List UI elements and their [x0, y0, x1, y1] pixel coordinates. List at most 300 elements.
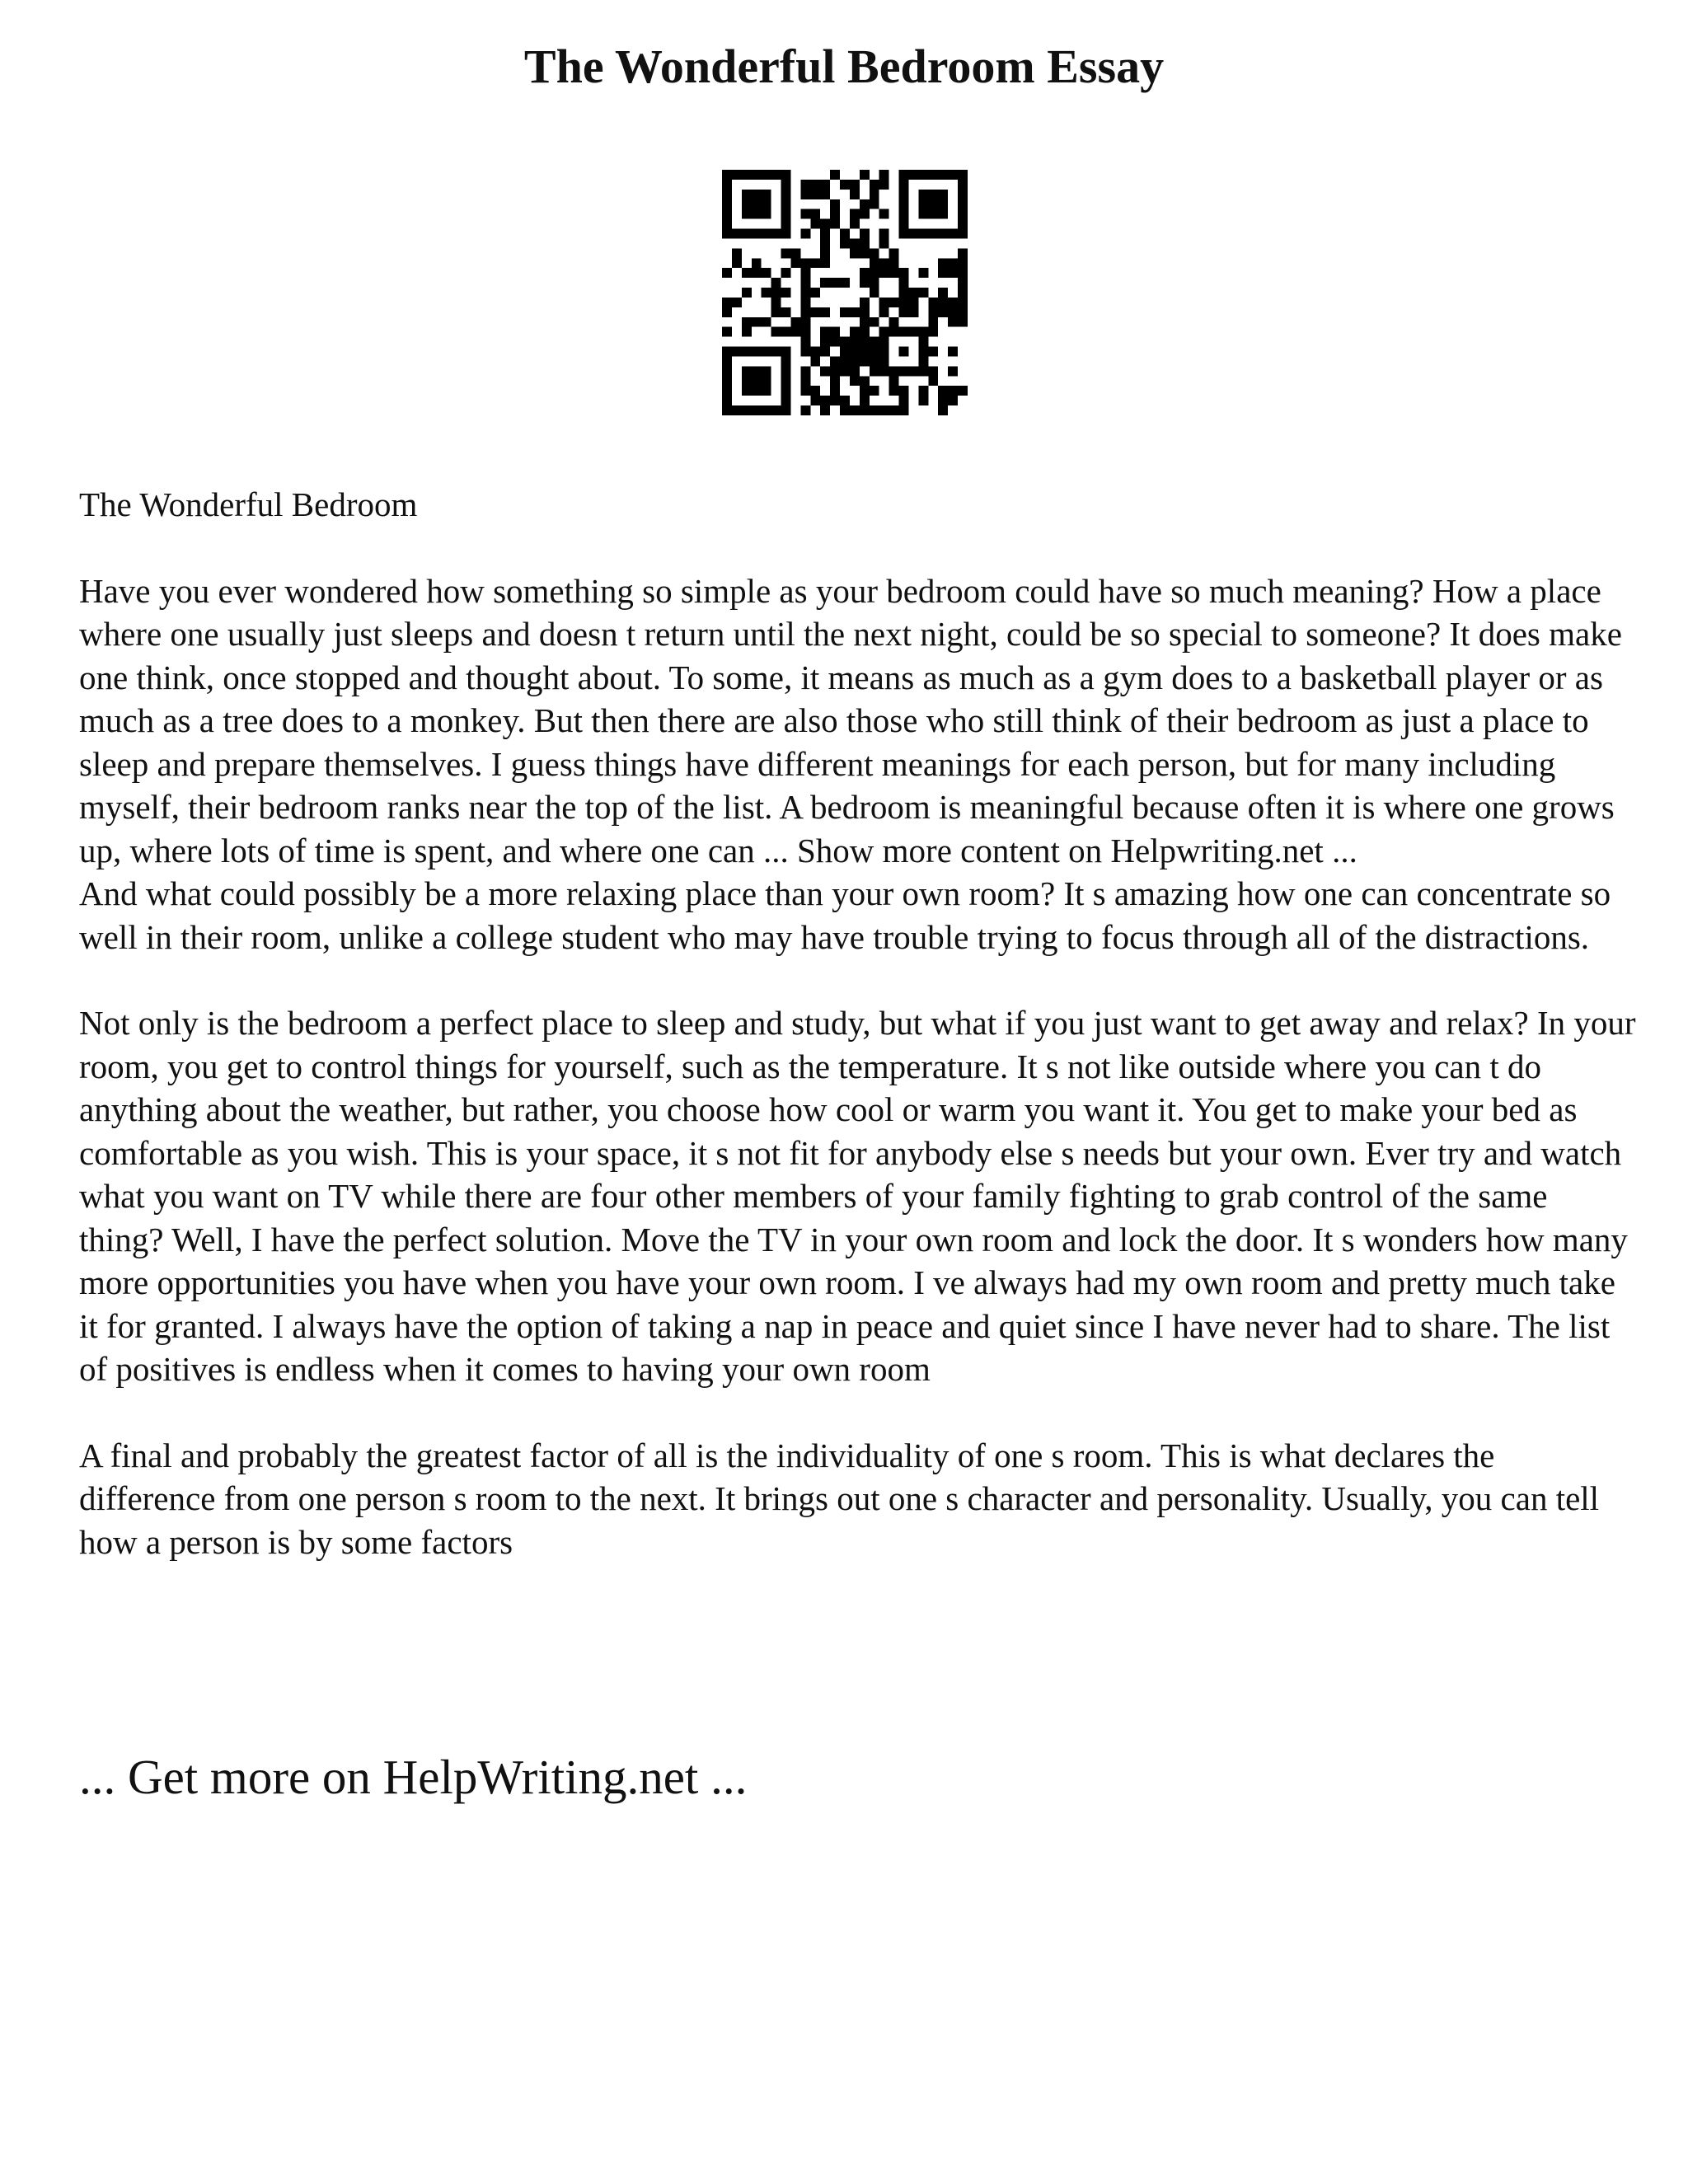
- qr-module: [958, 278, 968, 288]
- qr-module: [850, 337, 860, 347]
- qr-module: [889, 386, 899, 396]
- qr-module: [928, 376, 938, 386]
- qr-module: [879, 229, 889, 239]
- qr-module: [860, 199, 870, 209]
- qr-module: [879, 298, 889, 307]
- qr-module: [722, 209, 732, 219]
- qr-module: [762, 209, 771, 219]
- qr-module: [850, 180, 860, 190]
- qr-module: [800, 209, 810, 219]
- qr-module: [870, 268, 879, 278]
- qr-module: [908, 327, 918, 337]
- qr-module: [722, 366, 732, 376]
- qr-module: [722, 396, 732, 405]
- qr-module: [781, 396, 791, 405]
- qr-module: [820, 229, 830, 239]
- essay-body: [79, 483, 1637, 1563]
- qr-module: [860, 238, 870, 248]
- qr-module: [742, 288, 752, 298]
- qr-module: [790, 327, 800, 337]
- qr-module: [810, 219, 820, 229]
- qr-module: [948, 386, 958, 396]
- qr-module: [938, 258, 948, 268]
- qr-module: [879, 337, 889, 347]
- qr-module: [810, 288, 820, 298]
- qr-module: [899, 396, 909, 405]
- qr-module: [810, 307, 820, 317]
- qr-module: [958, 209, 968, 219]
- qr-module: [742, 199, 752, 209]
- qr-module: [820, 248, 830, 258]
- qr-module: [800, 386, 810, 396]
- qr-module: [918, 190, 928, 199]
- qr-module: [899, 268, 909, 278]
- qr-module: [810, 258, 820, 268]
- qr-module: [752, 376, 762, 386]
- qr-module: [938, 209, 948, 219]
- qr-module: [860, 396, 870, 405]
- qr-module: [899, 190, 909, 199]
- qr-module: [850, 347, 860, 357]
- qr-module: [928, 298, 938, 307]
- qr-module: [879, 209, 889, 219]
- qr-module: [850, 248, 860, 258]
- qr-module: [870, 248, 879, 258]
- qr-module: [722, 268, 732, 278]
- qr-module: [800, 327, 810, 337]
- qr-module: [820, 347, 830, 357]
- qr-module: [899, 405, 909, 415]
- qr-module: [918, 268, 928, 278]
- qr-module: [948, 298, 958, 307]
- qr-module: [722, 376, 732, 386]
- qr-module: [889, 317, 899, 327]
- qr-module: [879, 180, 889, 190]
- qr-module: [870, 366, 879, 376]
- qr-module: [820, 190, 830, 199]
- qr-code-graphic: [722, 170, 968, 415]
- qr-module: [860, 307, 870, 317]
- qr-module: [889, 248, 899, 258]
- spacer: [79, 958, 1637, 1001]
- qr-module: [870, 356, 879, 366]
- qr-module: [742, 190, 752, 199]
- qr-module: [908, 366, 918, 376]
- qr-module: [899, 327, 909, 337]
- qr-module: [732, 258, 742, 268]
- qr-module: [762, 229, 771, 239]
- qr-module: [781, 327, 791, 337]
- qr-module: [879, 405, 889, 415]
- qr-module: [908, 229, 918, 239]
- qr-module: [752, 170, 762, 180]
- qr-module: [830, 209, 840, 219]
- qr-module: [762, 366, 771, 376]
- qr-module: [870, 386, 879, 396]
- qr-module: [800, 180, 810, 190]
- qr-module: [781, 376, 791, 386]
- qr-module: [771, 288, 781, 298]
- qr-module: [938, 268, 948, 278]
- qr-module: [928, 366, 938, 376]
- qr-module: [722, 180, 732, 190]
- qr-module: [840, 405, 850, 415]
- qr-module: [781, 288, 791, 298]
- qr-module: [860, 268, 870, 278]
- qr-module: [800, 288, 810, 298]
- qr-module: [879, 258, 889, 268]
- qr-module: [771, 347, 781, 357]
- qr-module: [742, 229, 752, 239]
- qr-module: [722, 229, 732, 239]
- qr-module: [879, 170, 889, 180]
- qr-module: [722, 307, 732, 317]
- qr-module: [850, 327, 860, 337]
- qr-module: [820, 337, 830, 347]
- qr-module: [938, 386, 948, 396]
- qr-module: [908, 307, 918, 317]
- qr-module: [840, 356, 850, 366]
- qr-module: [752, 268, 762, 278]
- qr-module: [820, 405, 830, 415]
- essay-subtitle: The Wonderful Bedroom: [79, 485, 418, 523]
- document-title: The Wonderful Bedroom Essay: [523, 40, 1165, 93]
- qr-module: [870, 317, 879, 327]
- qr-module: [918, 209, 928, 219]
- qr-module: [771, 307, 781, 317]
- qr-module: [860, 337, 870, 347]
- qr-module: [830, 327, 840, 337]
- qr-module: [820, 366, 830, 376]
- qr-module: [810, 180, 820, 190]
- qr-module: [762, 386, 771, 396]
- qr-module: [918, 170, 928, 180]
- qr-module: [860, 209, 870, 219]
- qr-module: [850, 209, 860, 219]
- qr-module: [820, 180, 830, 190]
- qr-module: [781, 366, 791, 376]
- qr-module: [860, 386, 870, 396]
- qr-module: [790, 258, 800, 268]
- qr-module: [830, 199, 840, 209]
- qr-module: [879, 327, 889, 337]
- qr-module: [762, 268, 771, 278]
- qr-module: [732, 248, 742, 258]
- qr-module: [908, 170, 918, 180]
- qr-module: [958, 180, 968, 190]
- qr-module: [830, 356, 840, 366]
- qr-module: [860, 356, 870, 366]
- qr-module: [879, 356, 889, 366]
- qr-module: [800, 298, 810, 307]
- qr-module: [762, 170, 771, 180]
- qr-module: [879, 307, 889, 317]
- qr-module: [958, 317, 968, 327]
- qr-module: [742, 405, 752, 415]
- qr-module: [899, 366, 909, 376]
- qr-module: [938, 396, 948, 405]
- qr-module: [860, 347, 870, 357]
- essay-paragraph-4: A final and probably the greatest factor of all is the individuality of one s room. This is what declares the difference from one person s room to the next. It brings out one s character and personality. Usually, you can tell how a person is by some factors: [79, 1436, 1600, 1561]
- qr-module: [860, 327, 870, 337]
- qr-module: [722, 190, 732, 199]
- qr-module: [918, 337, 928, 347]
- qr-module: [752, 209, 762, 219]
- qr-module: [948, 229, 958, 239]
- qr-module: [800, 307, 810, 317]
- qr-module: [879, 347, 889, 357]
- qr-module: [771, 327, 781, 337]
- qr-module: [810, 209, 820, 219]
- qr-module: [800, 190, 810, 199]
- qr-module: [722, 298, 732, 307]
- qr-module: [800, 317, 810, 327]
- qr-module: [918, 356, 928, 366]
- qr-module: [928, 307, 938, 317]
- qr-module: [889, 366, 899, 376]
- qr-module: [722, 356, 732, 366]
- qr-module: [781, 180, 791, 190]
- qr-module: [860, 248, 870, 258]
- qr-module: [781, 356, 791, 366]
- qr-module: [781, 209, 791, 219]
- qr-module: [958, 268, 968, 278]
- qr-module: [938, 170, 948, 180]
- qr-module: [938, 229, 948, 239]
- qr-module: [918, 288, 928, 298]
- qr-module: [958, 229, 968, 239]
- qr-module: [722, 327, 732, 337]
- qr-module: [800, 258, 810, 268]
- qr-module: [938, 307, 948, 317]
- qr-module: [830, 219, 840, 229]
- qr-module: [948, 268, 958, 278]
- qr-module: [752, 229, 762, 239]
- qr-module: [830, 376, 840, 386]
- qr-module: [820, 307, 830, 317]
- qr-module: [810, 190, 820, 199]
- helpwriting-link[interactable]: ... Get more on HelpWriting.net ...: [79, 1750, 748, 1804]
- qr-module: [928, 209, 938, 219]
- qr-module: [879, 268, 889, 278]
- qr-module: [918, 386, 928, 396]
- qr-module: [722, 347, 732, 357]
- qr-module: [781, 199, 791, 209]
- qr-module: [830, 396, 840, 405]
- qr-module: [870, 190, 879, 199]
- qr-module: [722, 199, 732, 209]
- qr-module: [870, 258, 879, 268]
- qr-module: [820, 278, 830, 288]
- qr-module: [762, 317, 771, 327]
- qr-module: [752, 386, 762, 396]
- qr-module: [840, 278, 850, 288]
- qr-module: [840, 229, 850, 239]
- qr-module: [800, 366, 810, 376]
- qr-module: [800, 337, 810, 347]
- qr-module: [850, 219, 860, 229]
- qr-module: [899, 209, 909, 219]
- qr-module: [948, 307, 958, 317]
- qr-module: [732, 298, 742, 307]
- qr-module: [820, 238, 830, 248]
- qr-module: [810, 386, 820, 396]
- qr-module: [928, 170, 938, 180]
- qr-module: [860, 229, 870, 239]
- qr-module: [762, 288, 771, 298]
- qr-module: [771, 298, 781, 307]
- qr-module: [899, 347, 909, 357]
- essay-paragraph-3: Not only is the bedroom a perfect place to sleep and study, but what if you just want to get away and relax? In your room, you get to control things for yourself, such as the temperature. It s not like outside where you can t do anything about the weather, but rather, you choose how cool or warm you want it. You get to make your bed as comfortable as you wish. This is your space, it s not fit for anybody else s needs but your own. Ever try and watch what you want on TV while there are four other members of your family fighting to grab control of the same thing? Well, I have the perfect solution. Move the TV in your own room and lock the door. It s wonders how many more opportunities you have when you have your own room. I ve always had my own room and pretty much take it for granted. I always have the option of taking a nap in peace and quiet since I have never had to share. The list of positives is endless when it comes to having your own room: [79, 1004, 1636, 1388]
- qr-module: [870, 347, 879, 357]
- qr-module: [889, 258, 899, 268]
- qr-module: [732, 405, 742, 415]
- spacer: [79, 1391, 1637, 1434]
- qr-module: [722, 219, 732, 229]
- qr-module: [870, 405, 879, 415]
- qr-module: [908, 288, 918, 298]
- qr-module: [938, 288, 948, 298]
- qr-code-icon: [722, 170, 968, 415]
- qr-module: [879, 238, 889, 248]
- qr-module: [958, 170, 968, 180]
- qr-module: [820, 219, 830, 229]
- qr-module: [840, 238, 850, 248]
- qr-module: [938, 405, 948, 415]
- qr-module: [752, 190, 762, 199]
- qr-module: [781, 190, 791, 199]
- qr-module: [948, 317, 958, 327]
- qr-module: [899, 298, 909, 307]
- qr-module: [870, 337, 879, 347]
- qr-module: [830, 337, 840, 347]
- qr-module: [840, 396, 850, 405]
- qr-module: [771, 278, 781, 288]
- qr-module: [742, 386, 752, 396]
- qr-module: [850, 238, 860, 248]
- qr-module: [781, 347, 791, 357]
- qr-module: [742, 317, 752, 327]
- qr-module: [781, 405, 791, 415]
- essay-paragraph-2: And what could possibly be a more relaxing place than your own room? It s amazing how one can concentrate so well in their room, unlike a college student who may have trouble trying to focus through all of the distractions.: [79, 874, 1611, 956]
- qr-module: [918, 229, 928, 239]
- qr-module: [918, 199, 928, 209]
- qr-module: [771, 170, 781, 180]
- qr-module: [908, 298, 918, 307]
- qr-module: [948, 366, 958, 376]
- qr-module: [830, 170, 840, 180]
- qr-module: [762, 405, 771, 415]
- qr-module: [918, 347, 928, 357]
- qr-module: [928, 190, 938, 199]
- qr-module: [948, 396, 958, 405]
- qr-module: [820, 327, 830, 337]
- qr-module: [800, 376, 810, 386]
- qr-module: [958, 248, 968, 258]
- qr-module: [781, 268, 791, 278]
- qr-module: [870, 288, 879, 298]
- qr-module: [918, 396, 928, 405]
- qr-module: [800, 347, 810, 357]
- qr-module: [860, 317, 870, 327]
- qr-module: [722, 405, 732, 415]
- qr-module: [742, 347, 752, 357]
- qr-module: [850, 307, 860, 317]
- qr-module: [870, 199, 879, 209]
- qr-module: [762, 376, 771, 386]
- qr-module: [889, 405, 899, 415]
- qr-module: [790, 317, 800, 327]
- qr-module: [762, 199, 771, 209]
- qr-module: [752, 258, 762, 268]
- qr-module: [889, 376, 899, 386]
- qr-module: [899, 288, 909, 298]
- qr-module: [762, 347, 771, 357]
- qr-module: [781, 386, 791, 396]
- qr-module: [860, 170, 870, 180]
- qr-module: [752, 347, 762, 357]
- qr-module: [870, 180, 879, 190]
- qr-module: [899, 219, 909, 229]
- qr-module: [899, 229, 909, 239]
- qr-module: [918, 327, 928, 337]
- qr-module: [790, 248, 800, 258]
- qr-module: [850, 376, 860, 386]
- qr-module: [732, 347, 742, 357]
- qr-module: [889, 268, 899, 278]
- qr-module: [899, 180, 909, 190]
- qr-module: [742, 327, 752, 337]
- qr-module: [752, 405, 762, 415]
- qr-module: [722, 386, 732, 396]
- qr-module: [850, 356, 860, 366]
- qr-module: [899, 307, 909, 317]
- qr-module: [732, 170, 742, 180]
- qr-module: [860, 278, 870, 288]
- qr-module: [830, 386, 840, 396]
- qr-module: [958, 298, 968, 307]
- qr-module: [948, 258, 958, 268]
- qr-module: [928, 317, 938, 327]
- qr-module: [840, 307, 850, 317]
- qr-module: [899, 278, 909, 288]
- qr-module: [958, 288, 968, 298]
- qr-module: [948, 170, 958, 180]
- qr-module: [928, 347, 938, 357]
- qr-module: [742, 376, 752, 386]
- qr-module: [860, 405, 870, 415]
- qr-module: [810, 347, 820, 357]
- qr-module: [928, 327, 938, 337]
- qr-module: [938, 199, 948, 209]
- qr-module: [899, 170, 909, 180]
- qr-module: [752, 199, 762, 209]
- qr-module: [781, 248, 791, 258]
- qr-module: [889, 298, 899, 307]
- qr-module: [958, 386, 968, 396]
- qr-module: [781, 219, 791, 229]
- qr-module: [771, 229, 781, 239]
- qr-module: [732, 229, 742, 239]
- qr-module: [928, 229, 938, 239]
- qr-module: [752, 366, 762, 376]
- qr-module: [889, 327, 899, 337]
- qr-module: [830, 366, 840, 376]
- qr-module: [860, 376, 870, 386]
- qr-module: [958, 190, 968, 199]
- qr-module: [840, 347, 850, 357]
- qr-module: [742, 366, 752, 376]
